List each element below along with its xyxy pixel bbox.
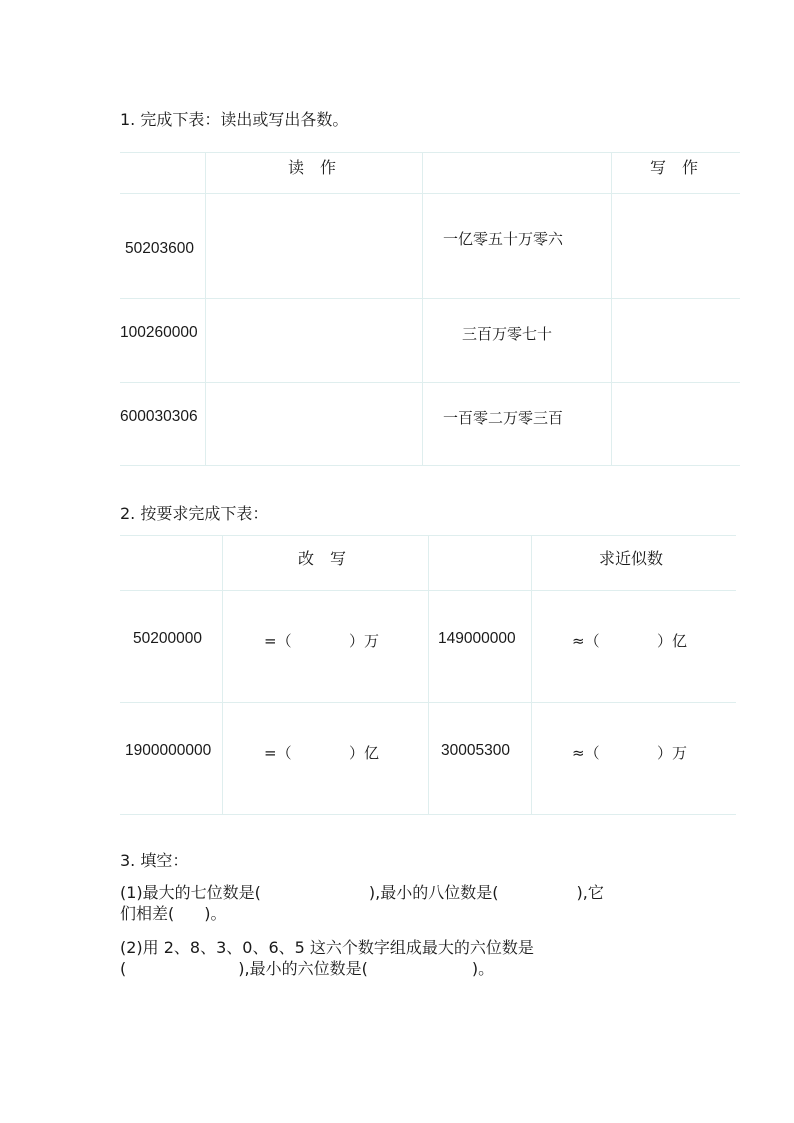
table-2-line [120, 814, 736, 815]
table-2-number: 1900000000 [125, 742, 212, 759]
rewrite-open: =（ [264, 632, 292, 650]
table-2-number: 30005300 [441, 742, 510, 759]
header-read: 读 作 [288, 158, 337, 177]
table-1-divider [422, 152, 423, 465]
table-2-divider [531, 535, 532, 814]
table-2-number: 149000000 [438, 630, 516, 647]
approx-open: ≈（ [572, 744, 600, 762]
approx-close: ）万 [657, 744, 688, 762]
table-1-line [120, 193, 740, 194]
table-1-divider [205, 152, 206, 465]
question-1-title: 1. 完成下表：读出或写出各数。 [120, 110, 349, 129]
table-1-number: 50203600 [125, 240, 194, 257]
header-rewrite: 改 写 [298, 549, 347, 568]
question-2-title: 2. 按要求完成下表： [120, 504, 269, 523]
table-2-number: 50200000 [133, 630, 202, 647]
rewrite-close: ）亿 [349, 744, 380, 762]
table-1-line [120, 465, 740, 466]
table-1-chinese: 一百零二万零三百 [443, 409, 564, 427]
table-1-chinese: 一亿零五十万零六 [443, 230, 564, 248]
table-1-number: 600030306 [120, 408, 198, 425]
table-1-line [120, 382, 740, 383]
table-1-chinese: 三百万零七十 [462, 325, 553, 343]
fill-item-1-line-1: (1)最大的七位数是( ),最小的八位数是( ),它 [120, 883, 604, 902]
approx-open: ≈（ [572, 632, 600, 650]
fill-item-2-line-1: (2)用 2、8、3、0、6、5 这六个数字组成最大的六位数是 [120, 938, 534, 957]
fill-item-1-line-2: 们相差( )。 [120, 904, 227, 923]
table-1-line [120, 298, 740, 299]
approx-close: ）亿 [657, 632, 688, 650]
header-write: 写 作 [650, 158, 699, 177]
table-1-divider [611, 152, 612, 465]
question-3-title: 3. 填空： [120, 851, 189, 870]
rewrite-close: ）万 [349, 632, 380, 650]
table-2-divider [428, 535, 429, 814]
header-approx: 求近似数 [599, 549, 664, 568]
table-1-line [120, 152, 740, 153]
fill-item-2-line-2: ( ),最小的六位数是( )。 [120, 959, 495, 978]
table-1-number: 100260000 [120, 324, 198, 341]
table-2-divider [222, 535, 223, 814]
rewrite-open: =（ [264, 744, 292, 762]
